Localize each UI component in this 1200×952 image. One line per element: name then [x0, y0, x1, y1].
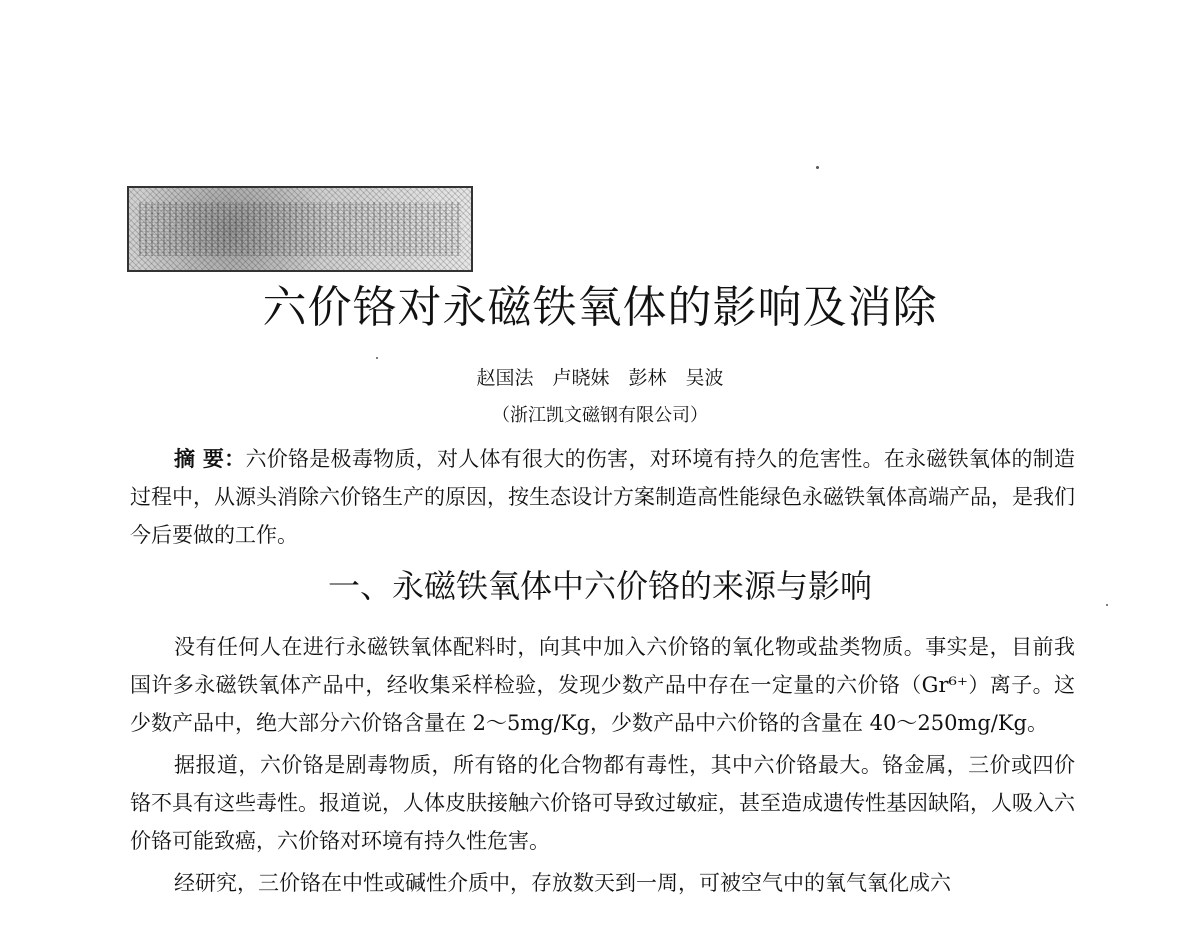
stamp-texture	[139, 202, 461, 256]
scan-speck	[816, 166, 819, 169]
scan-speck	[376, 357, 378, 359]
paragraph: 据报道，六价铬是剧毒物质，所有铬的化合物都有毒性，其中六价铬最大。铬金属，三价或四价铬不具有这些毒性。报道说，人体皮肤接触六价铬可导致过敏症，甚至造成遗传性基因缺陷，人吸入六价铬可能致癌，六价铬对环境有持久性危害。	[130, 753, 1075, 853]
abstract-text: 六价铬是极毒物质，对人体有很大的伤害，对环境有持久的危害性。在永磁铁氧体的制造过程中，从源头消除六价铬生产的原因，按生态设计方案制造高性能绿色永磁铁氧体高端产品，是我们今后要做的工作。	[130, 447, 1076, 547]
scan-speck	[1106, 604, 1108, 606]
author-list: 赵国法 卢晓妹 彭林 吴波	[476, 367, 724, 389]
paragraph: 没有任何人在进行永磁铁氧体配料时，向其中加入六价铬的氧化物或盐类物质。事实是，目前我国许多永磁铁氧体产品中，经收集采样检验，发现少数产品中存在一定量的六价铬（Gr⁶⁺）离子。这少数产品中，绝大部分六价铬含量在 2～5mg/Kg，少数产品中六价铬的含量在 40～250mg/Kg。	[130, 635, 1075, 735]
section-heading: 一、永磁铁氧体中六价铬的来源与影响	[327, 567, 872, 605]
paper-title: 六价铬对永磁铁氧体的影响及消除	[262, 282, 938, 333]
abstract	[130, 440, 1075, 554]
paragraph: 经研究，三价铬在中性或碱性介质中，存放数天到一周，可被空气中的氧气氧化成六	[174, 871, 951, 895]
section-body	[130, 628, 1075, 906]
journal-stamp-image	[127, 186, 473, 272]
abstract-label: 摘 要：	[174, 446, 246, 471]
affiliation: （浙江凯文磁钢有限公司）	[492, 405, 708, 426]
